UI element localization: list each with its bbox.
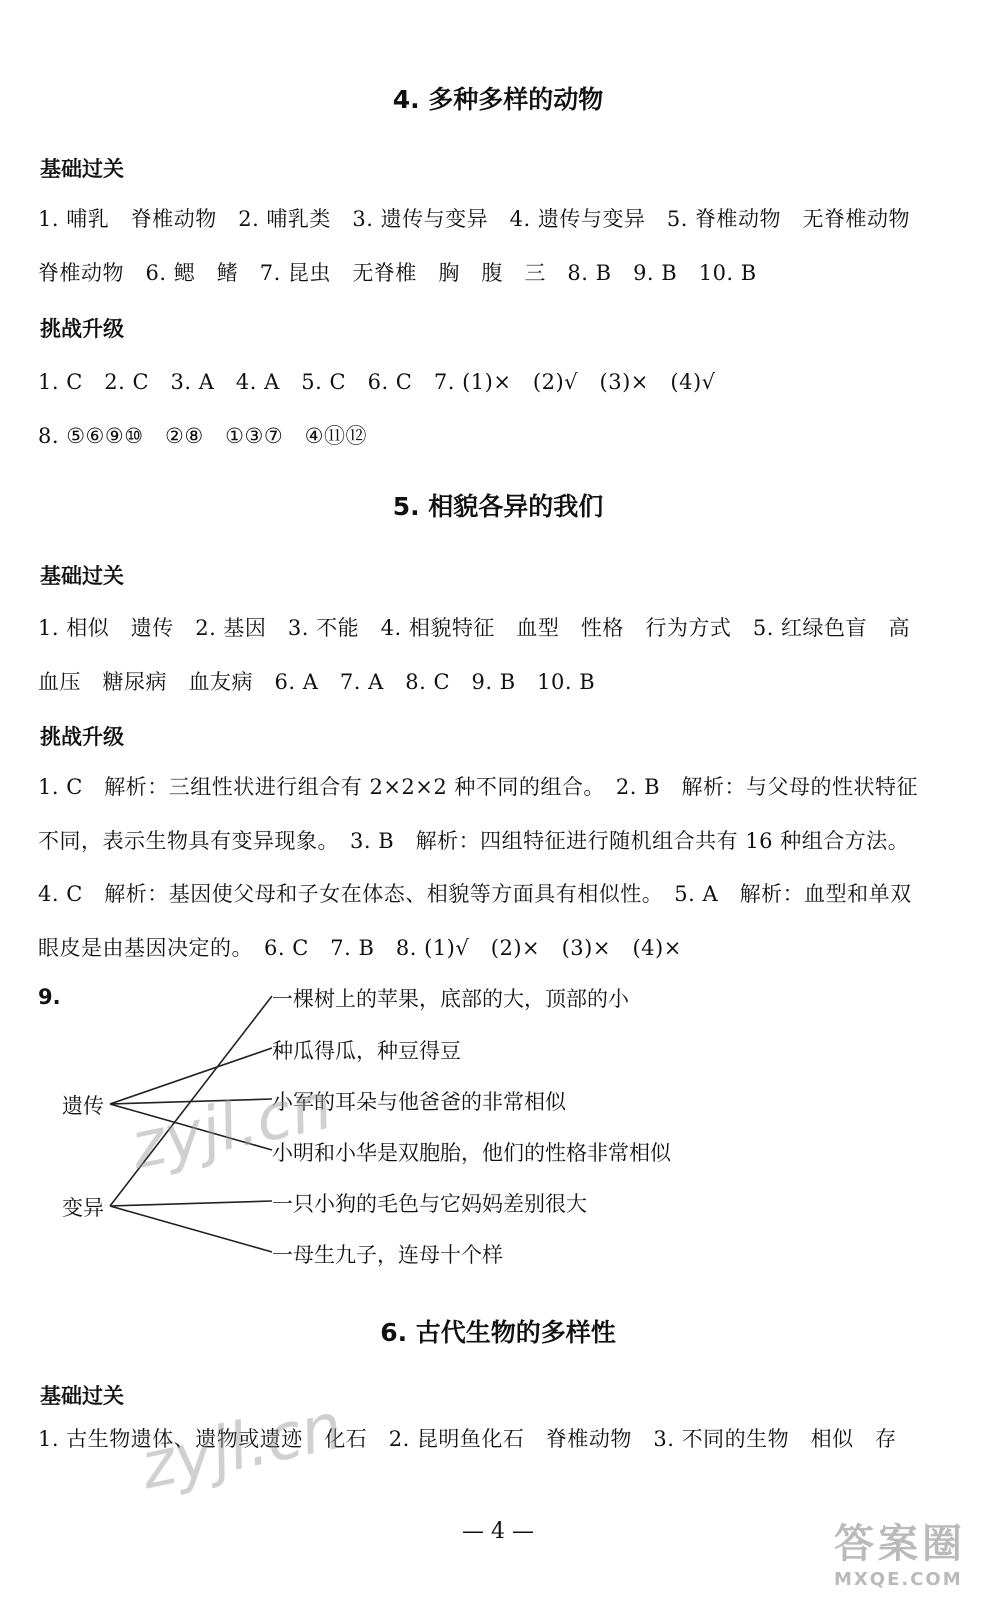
q9-item-2: 种瓜得瓜，种豆得豆	[272, 1039, 461, 1063]
q9-number: 9.	[38, 985, 61, 1009]
section-4-basic-line-1: 1. 哺乳 脊椎动物 2. 哺乳类 3. 遗传与变异 4. 遗传与变异 5. 脊椎动物 无脊椎动物	[38, 207, 911, 231]
section-4-basic-line-2: 脊椎动物 6. 鳃 鳍 7. 昆虫 无脊椎 胸 腹 三 8. B 9. B 10. B	[38, 261, 757, 285]
q9-item-5: 一只小狗的毛色与它妈妈差别很大	[272, 1192, 587, 1216]
section-5-challenge-line-2: 不同，表示生物具有变异现象。 3. B 解析：四组特征进行随机组合共有 16 种组合方法。	[38, 829, 910, 853]
section-5-basic-heading: 基础过关	[40, 564, 124, 588]
page-number: — 4 —	[462, 1519, 534, 1544]
watermark-site-2: zyjl.cn	[134, 1389, 349, 1505]
section-5-challenge-line-3: 4. C 解析：基因使父母和子女在体态、相貌等方面具有相似性。 5. A 解析：血型和单双	[38, 882, 912, 906]
section-4-challenge-heading: 挑战升级	[40, 317, 124, 341]
section-6-title: 6. 古代生物的多样性	[380, 1318, 616, 1347]
watermark-stamp	[834, 1512, 984, 1592]
section-5-basic-line-2: 血压 糖尿病 血友病 6. A 7. A 8. C 9. B 10. B	[38, 670, 596, 694]
section-5-challenge-line-4: 眼皮是由基因决定的。 6. C 7. B 8. (1)√ (2)× (3)× (4)×	[38, 936, 682, 960]
watermark-stamp-bottom: MXQE.COM	[834, 1569, 963, 1590]
watermark-site-1: zyjl.cn	[124, 1069, 339, 1185]
q9-label-variation: 变异	[62, 1196, 104, 1220]
section-4-title: 4. 多种多样的动物	[392, 85, 604, 114]
q9-item-3: 小军的耳朵与他爸爸的非常相似	[272, 1090, 566, 1114]
section-5-challenge-line-1: 1. C 解析：三组性状进行组合有 2×2×2 种不同的组合。 2. B 解析：与父母的性状特征	[38, 775, 919, 799]
section-5-basic-line-1: 1. 相似 遗传 2. 基因 3. 不能 4. 相貌特征 血型 性格 行为方式 5. 红绿色盲 高	[38, 616, 911, 640]
section-6-basic-line-1: 1. 古生物遗体、遗物或遗迹 化石 2. 昆明鱼化石 脊椎动物 3. 不同的生物 相似 存	[38, 1427, 897, 1451]
section-5-challenge-heading: 挑战升级	[40, 725, 124, 749]
section-6-basic-heading: 基础过关	[40, 1384, 124, 1408]
section-4-basic-heading: 基础过关	[40, 157, 124, 181]
section-5-title: 5. 相貌各异的我们	[392, 492, 604, 521]
watermark-stamp-top: 答案圈	[834, 1521, 966, 1567]
section-4-challenge-line-1: 1. C 2. C 3. A 4. A 5. C 6. C 7. (1)× (2)√ (3)× (4)√	[38, 370, 716, 394]
section-4-challenge-line-2: 8. ⑤⑥⑨⑩ ②⑧ ①③⑦ ④⑪⑫	[38, 424, 367, 448]
q9-label-heredity: 遗传	[62, 1094, 104, 1118]
q9-item-4: 小明和小华是双胞胎，他们的性格非常相似	[272, 1141, 671, 1165]
q9-item-1: 一棵树上的苹果，底部的大，顶部的小	[272, 987, 629, 1011]
q9-item-6: 一母生九子，连母十个样	[272, 1243, 503, 1267]
